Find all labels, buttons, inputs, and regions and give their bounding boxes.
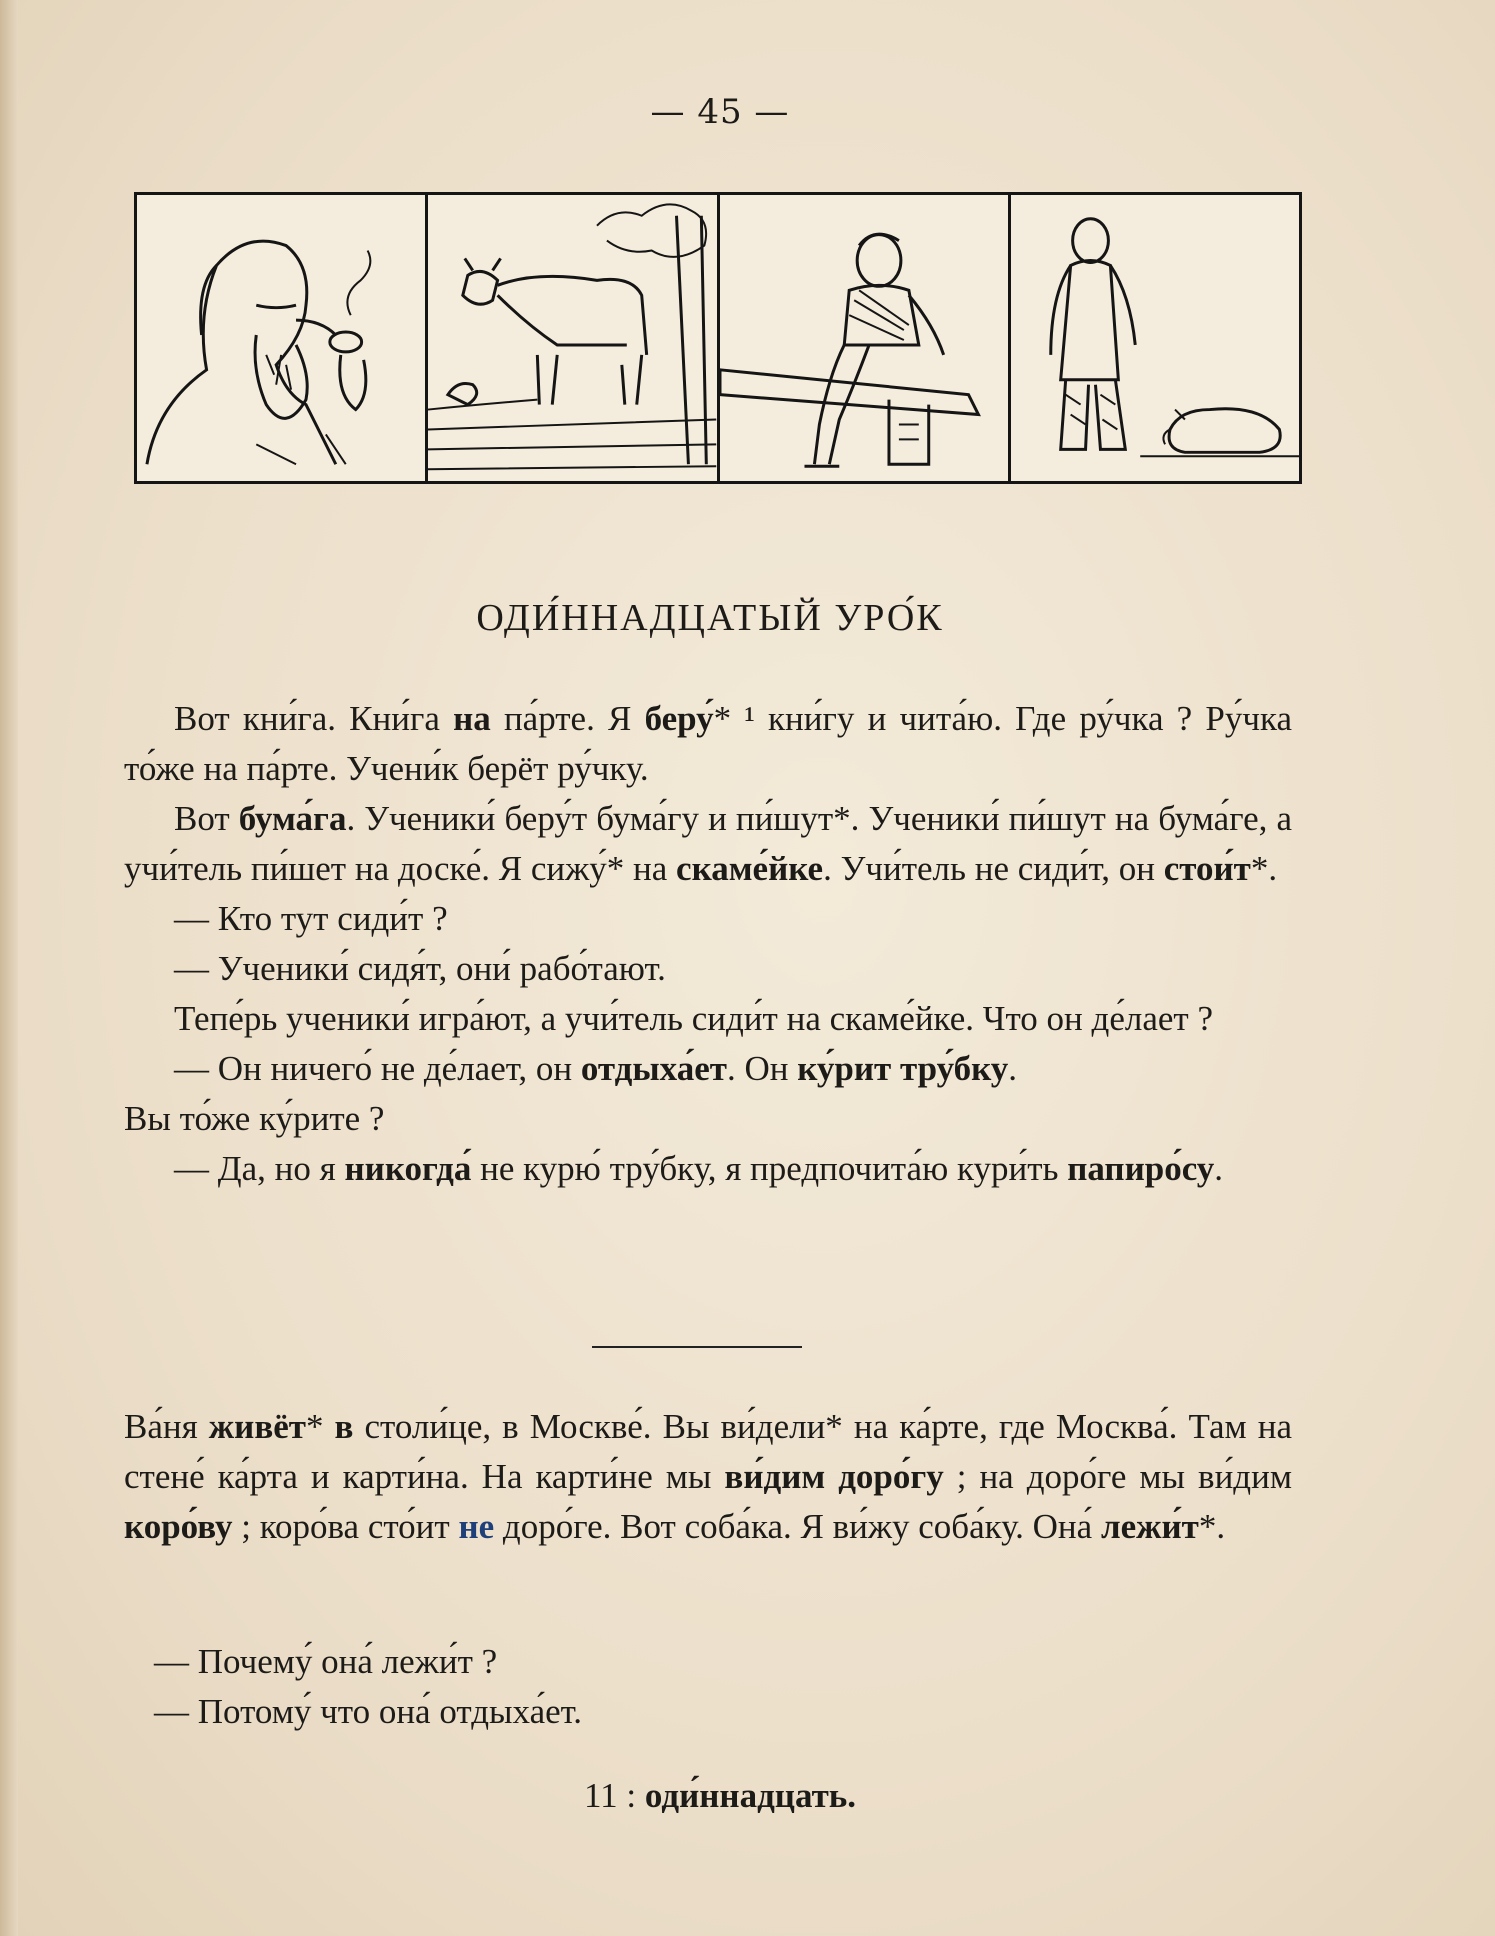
paragraph-paper — [124, 794, 1292, 894]
question-line: Вы то́же ку́рите ? — [124, 1099, 385, 1138]
footnote-separator: : — [617, 1776, 645, 1815]
dialogue-line: — Потому́ что она́ отдыха́ет. — [154, 1692, 583, 1731]
bold-word: в — [334, 1407, 354, 1446]
bold-word: никогда́ — [344, 1149, 472, 1188]
panel-boy-bench — [720, 195, 1011, 481]
bold-word: папиро́су — [1067, 1149, 1215, 1188]
dialogue-line: — Ученики́ сидя́т, они́ рабо́тают. — [174, 949, 666, 988]
text-run: ; коро́ва сто́ит — [232, 1507, 459, 1546]
dialogue-line — [124, 1144, 1292, 1194]
old-man-smoking-pipe-icon — [137, 195, 425, 481]
text-run: Ва́ня — [124, 1407, 209, 1446]
text-run: ; на доро́ге мы ви́дим — [943, 1457, 1292, 1496]
text-run: доро́ге. Вот соба́ка. Я ви́жу соба́ку. Она́ — [494, 1507, 1101, 1546]
boy-and-lying-dog-icon — [1011, 195, 1299, 481]
illustration-strip — [134, 192, 1302, 484]
page-edge — [0, 0, 18, 1936]
footnote-number: 11 — [583, 1776, 618, 1815]
text-run: . Учи́тель не сиди́т, он — [823, 849, 1164, 888]
bold-word: ку́рит тру́бку — [797, 1049, 1009, 1088]
text-run — [825, 1457, 838, 1496]
text-run: . — [1214, 1149, 1224, 1188]
lesson-text-section-1 — [124, 694, 1292, 1194]
bold-word: ви́дим — [724, 1457, 826, 1496]
text-run: не курю́ тру́бку, я предпочита́ю кури́ть — [471, 1149, 1068, 1188]
text-run: столи́це, в Москве́. Вы ви́дели* на ка́рте, где Москва́. Там на стене́ ка́рта и карти́на. На карти́не мы — [124, 1407, 1292, 1496]
panel-cow — [428, 195, 719, 481]
cow-under-tree-icon — [428, 195, 716, 481]
boy-sitting-on-bench-icon — [720, 195, 1008, 481]
bold-word: коро́ву — [124, 1507, 233, 1546]
text-run: па́рте. Я — [490, 699, 645, 738]
page-number: — 45 — — [650, 92, 790, 132]
text-run: *. — [1198, 1507, 1226, 1546]
panel-old-man — [137, 195, 428, 481]
text-run: Вот — [174, 799, 239, 838]
bold-word: стои́т — [1163, 849, 1251, 888]
text-run: — Да, но я — [174, 1149, 345, 1188]
bold-word: доро́гу — [838, 1457, 944, 1496]
bold-word: живёт — [208, 1407, 306, 1446]
bold-word: бума́га — [238, 799, 347, 838]
bold-word: лежи́т — [1100, 1507, 1199, 1546]
text-run: * ¹ кни́гу и чита́ю. Где ру́чка ? Ру́чка то́же на па́рте. Учени́к берёт ру́чку. — [124, 699, 1292, 788]
text-run: . — [1008, 1049, 1018, 1088]
lesson-text-section-3 — [124, 1637, 1292, 1737]
footnote — [0, 1776, 1440, 1816]
paragraph-book — [124, 694, 1292, 794]
paragraph-vanya — [124, 1402, 1292, 1552]
bold-word: скаме́йке — [676, 849, 824, 888]
lesson-title: ОДИ́ННАДЦАТЫЙ УРО́К — [476, 597, 944, 639]
footnote-word: оди́ннадцать. — [644, 1776, 857, 1815]
bold-word: не — [458, 1507, 495, 1546]
text-run: Вот кни́га. Кни́га — [174, 699, 454, 738]
text-run: *. — [1250, 849, 1278, 888]
text-run: — Он ничего́ не де́лает, он — [174, 1049, 581, 1088]
dialogue-line — [124, 1044, 1292, 1094]
panel-boy-dog — [1011, 195, 1299, 481]
bold-word: отдыха́ет — [580, 1049, 727, 1088]
paragraph-teacher: Тепе́рь ученики́ игра́ют, а учи́тель сиди́т на скаме́йке. Что он де́лает ? — [174, 999, 1213, 1038]
text-run: . Он — [726, 1049, 798, 1088]
dialogue-line: — Почему́ она́ лежи́т ? — [154, 1642, 498, 1681]
bold-word: беру́ — [644, 699, 714, 738]
lesson-text-section-2 — [124, 1402, 1292, 1552]
text-run: . Ученики́ беру́т бума́гу и пи́шут*. Ученики́ пи́шут на бума́ге, а учи́тель пи́шет на доске́. Я сижу́* на — [124, 799, 1292, 888]
text-run: * — [305, 1407, 335, 1446]
section-divider — [592, 1346, 802, 1348]
bold-word: на — [453, 699, 491, 738]
dialogue-line: — Кто тут сиди́т ? — [174, 899, 448, 938]
